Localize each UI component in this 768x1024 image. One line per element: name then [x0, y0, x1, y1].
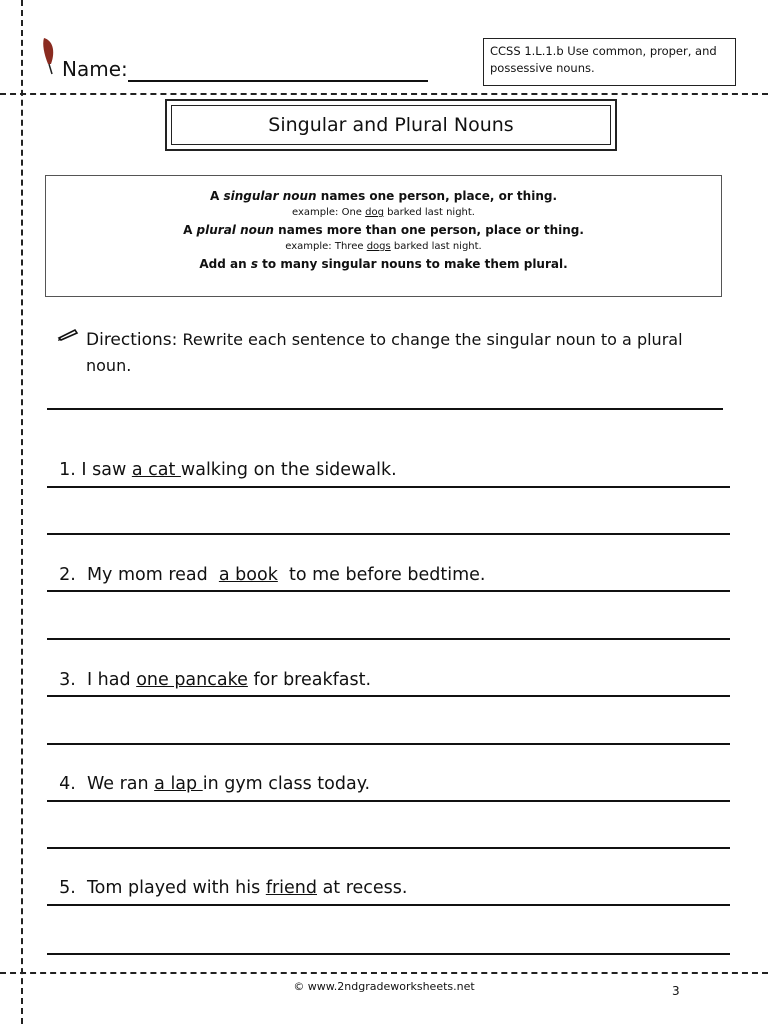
plural-example-word: dogs: [366, 241, 391, 252]
answer-line[interactable]: [47, 743, 730, 745]
plural-example: [46, 239, 721, 255]
sentence-text: 4. We ran: [59, 774, 155, 794]
singular-noun: friend: [265, 878, 317, 898]
title-frame: [165, 99, 617, 151]
pencil-icon: [57, 327, 79, 341]
page-number: 3: [672, 984, 680, 998]
sentence-3: [48, 650, 371, 690]
answer-line[interactable]: [47, 533, 730, 535]
name-field[interactable]: [128, 80, 428, 82]
sentence-5: [48, 858, 407, 898]
singular-example-word: dog: [365, 207, 384, 218]
singular-definition: [46, 187, 721, 205]
singular-noun: a lap: [154, 774, 203, 794]
singular-article: A: [209, 189, 220, 203]
ccss-standard-box: [483, 38, 736, 86]
singular-example: [46, 205, 721, 221]
rules-box: [45, 175, 722, 297]
ccss-text: CCSS 1.L.1.b Use common, proper, and possessive nouns.: [490, 44, 717, 75]
plural-rule-letter: s: [250, 257, 258, 271]
singular-noun: one pancake: [136, 670, 248, 690]
plural-example-before: example: Three: [285, 241, 364, 252]
bottom-cut-guide: [0, 972, 768, 974]
singular-example-after: barked last night.: [387, 207, 475, 218]
plural-rule-after: to many singular nouns to make them plural.: [262, 257, 568, 271]
singular-noun: a cat: [131, 460, 181, 480]
singular-term: singular noun: [223, 189, 317, 203]
vertical-cut-guide: [21, 0, 23, 1024]
sentence-text: at recess.: [317, 878, 408, 898]
name-label: Name:: [62, 57, 128, 81]
quill-icon: [40, 36, 62, 76]
plural-example-after: barked last night.: [393, 241, 482, 252]
directions-text: Rewrite each sentence to change the singular noun to a plural noun.: [86, 330, 683, 375]
sentence-text: 5. Tom played with his: [59, 878, 266, 898]
sentence-text: 1. I saw: [59, 460, 132, 480]
sentence-2: [48, 545, 485, 585]
answer-line[interactable]: [47, 953, 730, 955]
directions-underline: [47, 408, 723, 410]
answer-line[interactable]: [47, 847, 730, 849]
plural-term: plural noun: [196, 223, 274, 237]
plural-article: A: [183, 223, 193, 237]
directions-label: Directions:: [86, 330, 178, 350]
plural-def-text: names more than one person, place or thing.: [278, 223, 584, 237]
sentence-text: walking on the sidewalk.: [180, 460, 397, 480]
plural-rule-before: Add an: [199, 257, 247, 271]
answer-line[interactable]: [47, 695, 730, 697]
sentence-text: for breakfast.: [247, 670, 372, 690]
page-title: Singular and Plural Nouns: [171, 105, 611, 145]
answer-line[interactable]: [47, 590, 730, 592]
sentence-text: 2. My mom read: [59, 565, 219, 585]
copyright-footer: © www.2ndgradeworksheets.net: [293, 980, 475, 993]
sentence-1: [48, 440, 397, 480]
plural-rule: [46, 255, 721, 273]
answer-line[interactable]: [47, 638, 730, 640]
top-cut-guide: [0, 93, 768, 95]
answer-line[interactable]: [47, 486, 730, 488]
sentence-text: in gym class today.: [202, 774, 371, 794]
sentence-text: to me before bedtime.: [277, 565, 486, 585]
singular-def-text: names one person, place, or thing.: [320, 189, 558, 203]
directions: [86, 327, 726, 379]
singular-example-before: example: One: [292, 207, 362, 218]
answer-line[interactable]: [47, 904, 730, 906]
sentence-4: [48, 754, 370, 794]
sentence-text: 3. I had: [59, 670, 137, 690]
answer-line[interactable]: [47, 800, 730, 802]
plural-definition: [46, 221, 721, 239]
singular-noun: a book: [218, 565, 278, 585]
